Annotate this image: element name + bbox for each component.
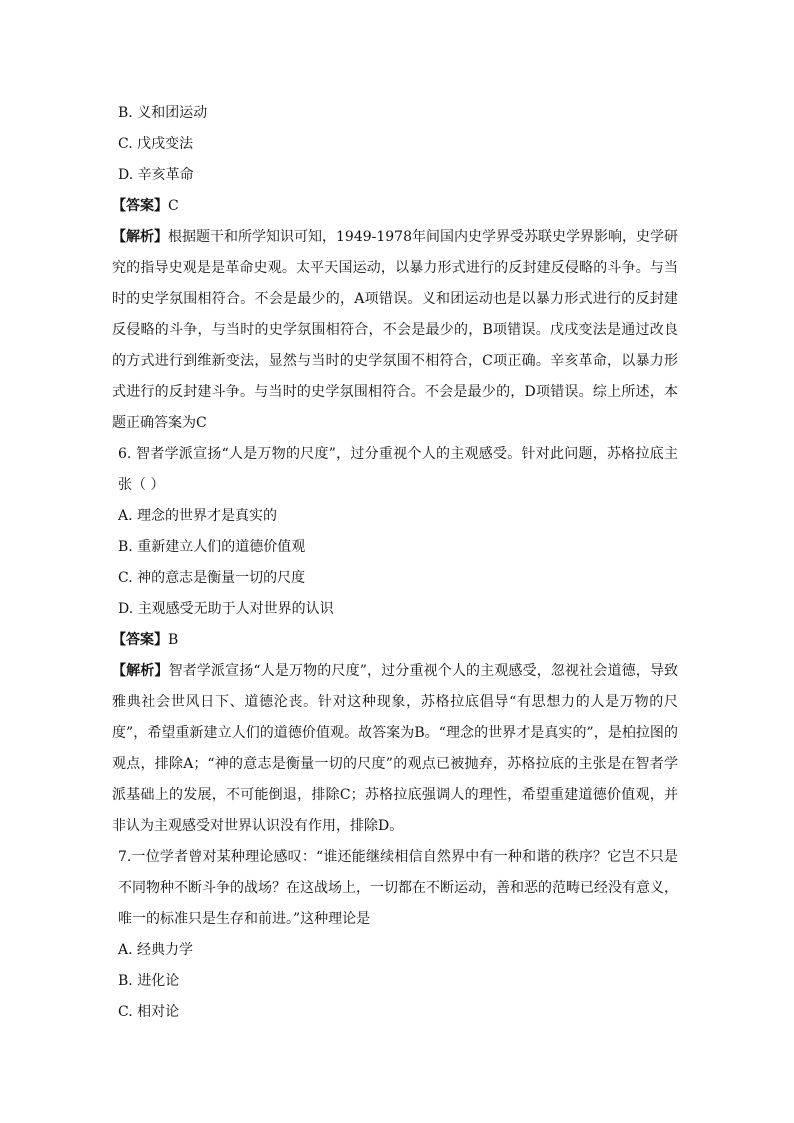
q7-stem: 7.一位学者曾对某种理论感叹：“谁还能继续相信自然界中有一种和谐的秩序？它岂不只是不同物种不断斗争的战场？在这战场上，一切都在不断运动，善和恶的范畴已经没有意义，唯一的标准只是生存和前进。”这种理论是 — [118, 849, 678, 927]
q5-analysis — [112, 222, 678, 439]
q7-option-a: A. 经典力学 — [118, 942, 194, 958]
q7-option-b: B. 进化论 — [118, 973, 180, 989]
q5-answer — [112, 191, 678, 222]
q5-option-b: B. 义和团运动 — [118, 105, 208, 121]
q5-option-d: D. 辛亥革命 — [118, 167, 194, 183]
answer-label: 【答案】 — [112, 632, 168, 648]
answer-value: C — [168, 198, 179, 214]
q6-answer — [112, 625, 678, 656]
q6-analysis — [112, 656, 678, 842]
analysis-label: 【解析】 — [112, 229, 168, 245]
q6-option-b: B. 重新建立人们的道德价值观 — [118, 539, 306, 555]
q5-option-c: C. 戊戌变法 — [118, 136, 194, 152]
q6-option-a: A. 理念的世界才是真实的 — [118, 508, 278, 524]
analysis-text: 根据题干和所学知识可知，1949-1978年间国内史学界受苏联史学界影响，史学研究的指导史观是是革命史观。太平天国运动，以暴力形式进行的反封建反侵略的斗争。与当时的史学氛围相符合。不会是最少的，A项错误。义和团运动也是以暴力形式进行的反封建反侵略的斗争，与当时的史学氛围相符合，不会是最少的，B项错误。戊戌变法是通过改良的方式进行到维新变法，显然与当时的史学氛围不相符合，C项正确。辛亥革命，以暴力形式进行的反封建斗争。与当时的史学氛围相符合。不会是最少的，D项错误。综上所述，本题正确答案为C — [112, 229, 678, 431]
answer-value: B — [168, 632, 179, 648]
q6-option-d: D. 主观感受无助于人对世界的认识 — [118, 601, 334, 617]
answer-label: 【答案】 — [112, 198, 168, 214]
analysis-text: 智者学派宣扬“人是万物的尺度”，过分重视个人的主观感受，忽视社会道德，导致雅典社会世风日下、道德沦丧。针对这种现象，苏格拉底倡导“有思想力的人是万物的尺度”，希望重新建立人们的道德价值观。故答案为B。“理念的世界才是真实的”，是柏拉图的观点，排除A；“神的意志是衡量一切的尺度”的观点已被抛弃，苏格拉底的主张是在智者学派基础上的发展，不可能倒退，排除C；苏格拉底强调人的理性，希望重建道德价值观，并非认为主观感受对世界认识没有作用，排除D。 — [112, 663, 679, 834]
document-page — [112, 98, 679, 1028]
q6-stem: 6. 智者学派宣扬“人是万物的尺度”，过分重视个人的主观感受。针对此问题，苏格拉底主张（ ） — [118, 446, 678, 493]
analysis-label: 【解析】 — [112, 663, 169, 679]
q7-option-c: C. 相对论 — [118, 1004, 180, 1020]
q6-option-c: C. 神的意志是衡量一切的尺度 — [118, 570, 306, 586]
